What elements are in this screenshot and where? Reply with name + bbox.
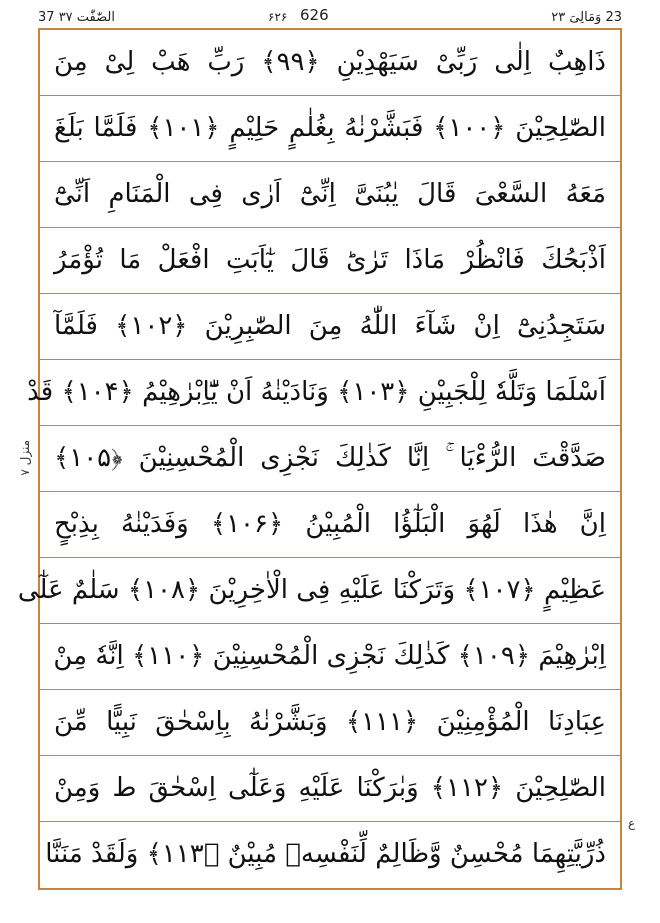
text-line: [40, 228, 620, 294]
text-line: [40, 690, 620, 756]
line-text: ذَاهِبٌ اِلٰى رَبِّىْ سَيَهْدِيْنِ ﴿۹۹﴾ رَبِّ هَبْ لِىْ مِنَ: [54, 46, 606, 77]
line-text: الصّٰلِحِيْنَ ﴿۱۱۲﴾ وَبٰرَكْنَا عَلَيْهِ وَعَلٰٓى اِسْحٰقَ ط وَمِنْ: [54, 772, 606, 803]
text-line: [40, 426, 620, 492]
text-line: [40, 822, 620, 888]
line-text: اَذْبَحُكَ فَانْظُرْ مَاذَا تَرٰىؕ قَالَ يٰٓاَبَتِ افْعَلْ مَا تُؤْمَرُ: [54, 244, 606, 275]
text-line: [40, 30, 620, 96]
ruku-marker: ع: [628, 816, 636, 830]
line-text: سَتَجِدُنِىْٓ اِنْ شَآءَ اللّٰهُ مِنَ الصّٰبِرِيْنَ ﴿۱۰۲﴾ فَلَمَّآ: [54, 310, 606, 341]
text-line: [17, 558, 620, 624]
surah-label: 37 الصّٰفّٰت ۳۷: [38, 10, 115, 25]
line-text: عِبَادِنَا الْمُؤْمِنِيْنَ ﴿۱۱۱﴾ وَبَشَّرْنٰهُ بِاِسْحٰقَ نَبِيًّا مِّنَ: [54, 706, 606, 737]
page-header: [38, 0, 622, 30]
line-text: اَسْلَمَا وَتَلَّهٗ لِلْجَبِيْنِ ﴿۱۰۳﴾ وَنَادَيْنٰهُ اَنْ يّٰٓاِبْرٰهِيْمُ ﴿۱۰۴﴾ قَدْ: [27, 376, 606, 407]
line-text: اِنَّ هٰذَا لَهُوَ الْبَلٰٓؤُا الْمُبِيْنُ ﴿۱۰۶﴾ وَفَدَيْنٰهُ بِذِبْحٍ: [54, 508, 606, 539]
juz-label: 23 وَمَالِیَ ۲۳: [551, 10, 622, 25]
text-line: [40, 96, 620, 162]
manzil-marker: منزل ۷: [18, 440, 32, 476]
text-line: [40, 756, 620, 822]
line-text: صَدَّقْتَ الرُّءْيَا ۚ اِنَّا كَذٰلِكَ نَجْزِى الْمُحْسِنِيْنَ ﴿۱۰۵﴾: [54, 442, 606, 473]
page-number-arabic: ۶۲۶: [268, 10, 288, 24]
text-line: [40, 624, 620, 690]
text-line: [27, 360, 620, 426]
text-line: [40, 492, 620, 558]
text-line: [40, 294, 620, 360]
line-text: عَظِيْمٍ ﴿۱۰۷﴾ وَتَرَكْنَا عَلَيْهِ فِى الْاٰخِرِيْنَ ﴿۱۰۸﴾ سَلٰمٌ عَلٰٓى: [17, 574, 606, 605]
line-text: مَعَهُ السَّعْىَ قَالَ يٰبُنَىَّ اِنِّىْٓ اَرٰى فِى الْمَنَامِ اَنِّىْٓ: [54, 178, 606, 209]
text-line: [40, 162, 620, 228]
line-text: الصّٰلِحِيْنَ ﴿۱۰۰﴾ فَبَشَّرْنٰهُ بِغُلٰمٍ حَلِيْمٍ ﴿۱۰۱﴾ فَلَمَّا بَلَغَ: [54, 112, 606, 143]
line-text: ذُرِّيَّتِهِمَا مُحْسِنٌ وَّظَالِمٌ لِّنَفْسِهٖ مُبِيْنٌ ﴿۱۱۳﴾ وَلَقَدْ مَنَنَّا: [45, 839, 606, 870]
line-text: اِبْرٰهِيْمَ ﴿۱۰۹﴾ كَذٰلِكَ نَجْزِى الْمُحْسِنِيْنَ ﴿۱۱۰﴾ اِنَّهٗ مِنْ: [53, 640, 606, 671]
page-number: 626: [300, 6, 329, 24]
